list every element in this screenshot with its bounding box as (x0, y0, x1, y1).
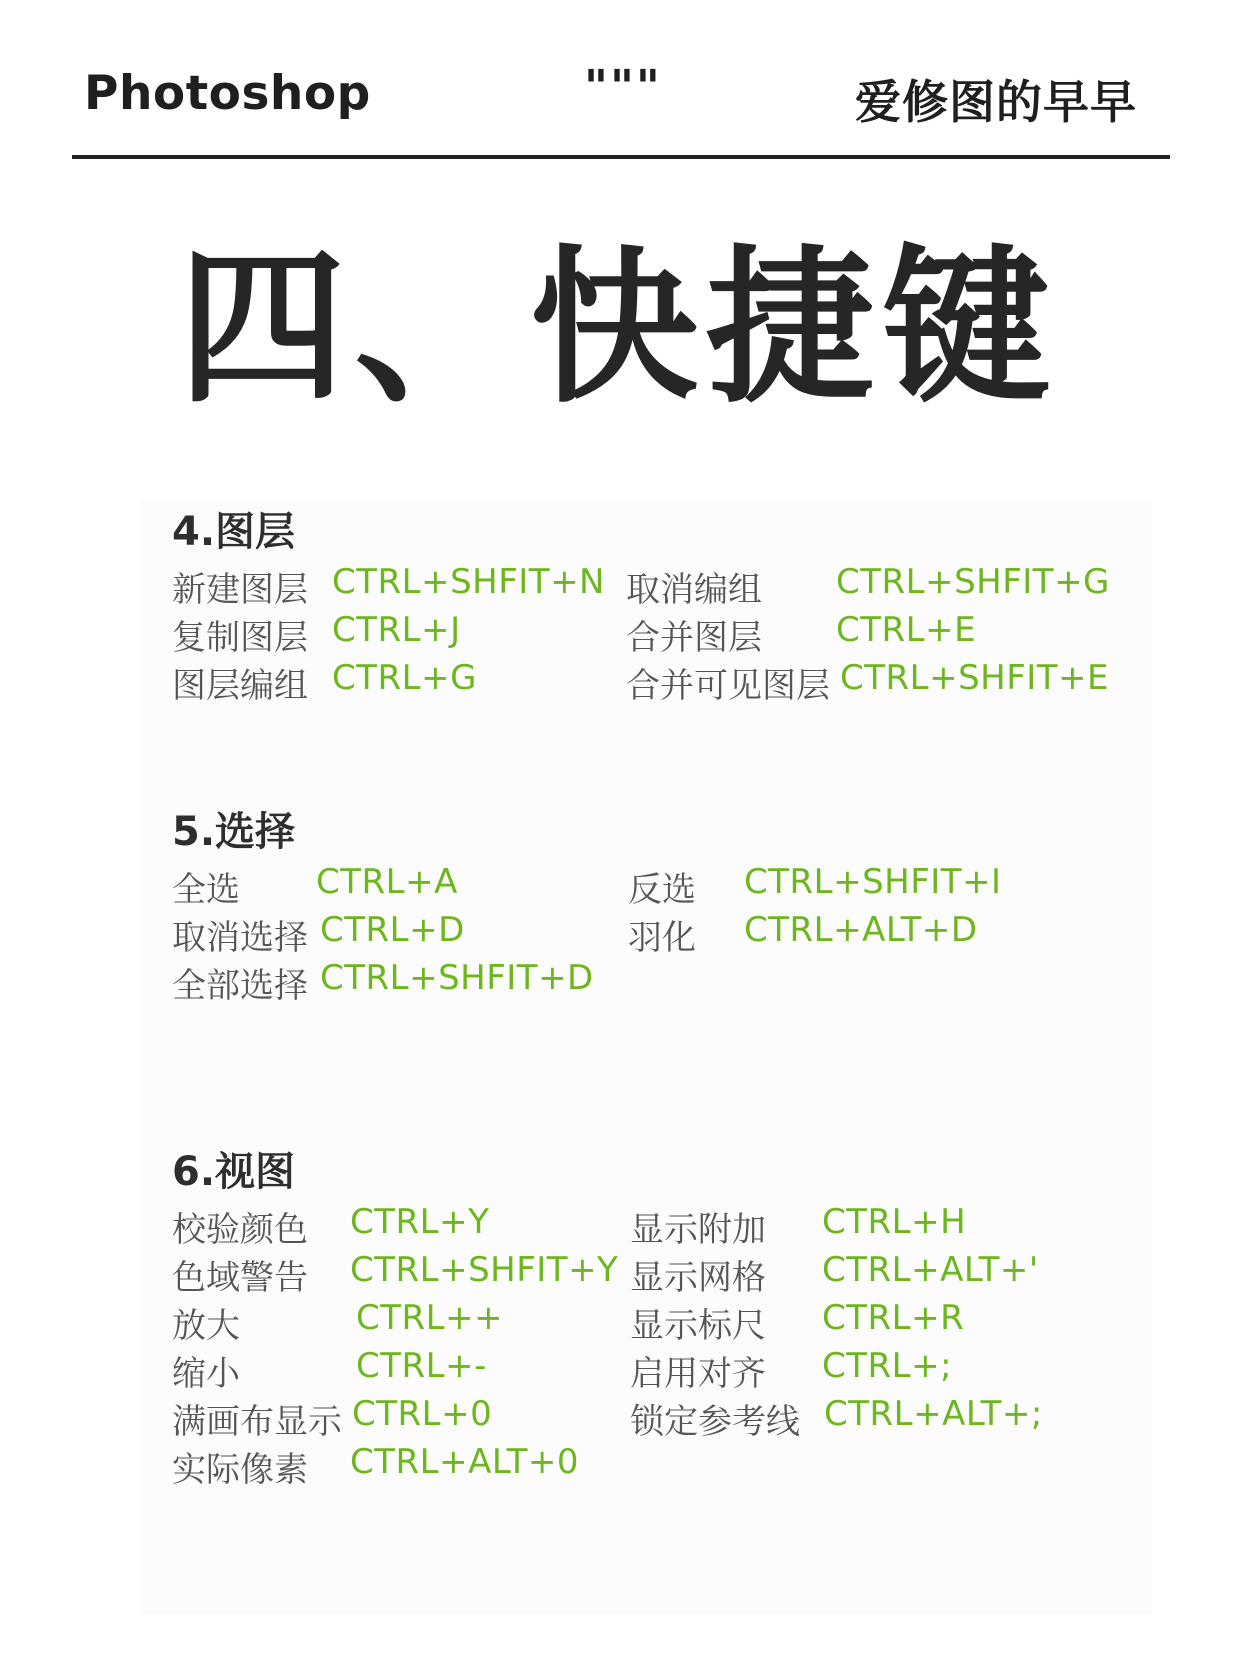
shortcut-label: 合并可见图层 (626, 666, 830, 706)
shortcut-label: 全部选择 (172, 966, 308, 1006)
shortcut-label: 取消选择 (172, 918, 308, 958)
shortcut-key: CTRL+ALT+; (824, 1394, 1043, 1434)
header-author: 爱修图的早早 (855, 75, 1137, 129)
shortcut-label: 校验颜色 (172, 1210, 308, 1250)
shortcut-key: CTRL+Y (350, 1202, 490, 1242)
section-heading-view: 6.视图 (172, 1149, 296, 1195)
shortcut-label: 羽化 (628, 918, 696, 958)
shortcut-key: CTRL+ALT+' (822, 1250, 1039, 1290)
shortcut-key: CTRL+R (822, 1298, 965, 1338)
shortcut-label: 合并图层 (626, 618, 762, 658)
shortcut-card (140, 500, 1152, 1615)
shortcut-key: CTRL+SHFIT+I (744, 862, 1002, 902)
shortcut-key: CTRL++ (356, 1298, 504, 1338)
shortcut-label: 色域警告 (172, 1258, 308, 1298)
shortcut-label: 锁定参考线 (630, 1402, 800, 1442)
shortcut-key: CTRL+ALT+0 (350, 1442, 579, 1482)
shortcut-key: CTRL+SHFIT+E (840, 658, 1110, 698)
shortcut-key: CTRL+A (316, 862, 458, 902)
shortcut-label: 启用对齐 (630, 1354, 766, 1394)
shortcut-label: 新建图层 (172, 570, 308, 610)
shortcut-label: 实际像素 (172, 1450, 308, 1490)
shortcut-key: CTRL+- (356, 1346, 487, 1386)
shortcut-label: 复制图层 (172, 618, 308, 658)
section-heading-selection: 5.选择 (172, 809, 296, 855)
shortcut-label: 放大 (172, 1306, 240, 1346)
shortcut-key: CTRL+; (822, 1346, 953, 1386)
shortcut-label: 取消编组 (626, 570, 762, 610)
shortcut-key: CTRL+SHFIT+D (320, 958, 594, 998)
shortcut-key: CTRL+D (320, 910, 465, 950)
shortcut-key: CTRL+G (332, 658, 477, 698)
shortcut-key: CTRL+0 (352, 1394, 493, 1434)
page-title: 四、快捷键 (178, 230, 1058, 426)
shortcut-label: 显示附加 (630, 1210, 766, 1250)
shortcut-key: CTRL+ALT+D (744, 910, 978, 950)
header-divider (72, 155, 1170, 159)
shortcut-key: CTRL+H (822, 1202, 967, 1242)
section-heading-layers: 4.图层 (172, 509, 296, 555)
shortcut-label: 缩小 (172, 1354, 240, 1394)
shortcut-label: 显示网格 (630, 1258, 766, 1298)
shortcut-key: CTRL+SHFIT+Y (350, 1250, 619, 1290)
shortcut-key: CTRL+SHFIT+N (332, 562, 605, 602)
shortcut-key: CTRL+SHFIT+G (836, 562, 1110, 602)
shortcut-label: 反选 (628, 870, 696, 910)
shortcut-key: CTRL+E (836, 610, 977, 650)
shortcut-label: 满画布显示 (172, 1402, 342, 1442)
shortcut-label: 显示标尺 (630, 1306, 766, 1346)
header-decoration: """ (584, 60, 662, 114)
shortcut-key: CTRL+J (332, 610, 461, 650)
header-brand: Photoshop (84, 66, 371, 121)
shortcut-label: 图层编组 (172, 666, 308, 706)
shortcut-label: 全选 (172, 870, 240, 910)
